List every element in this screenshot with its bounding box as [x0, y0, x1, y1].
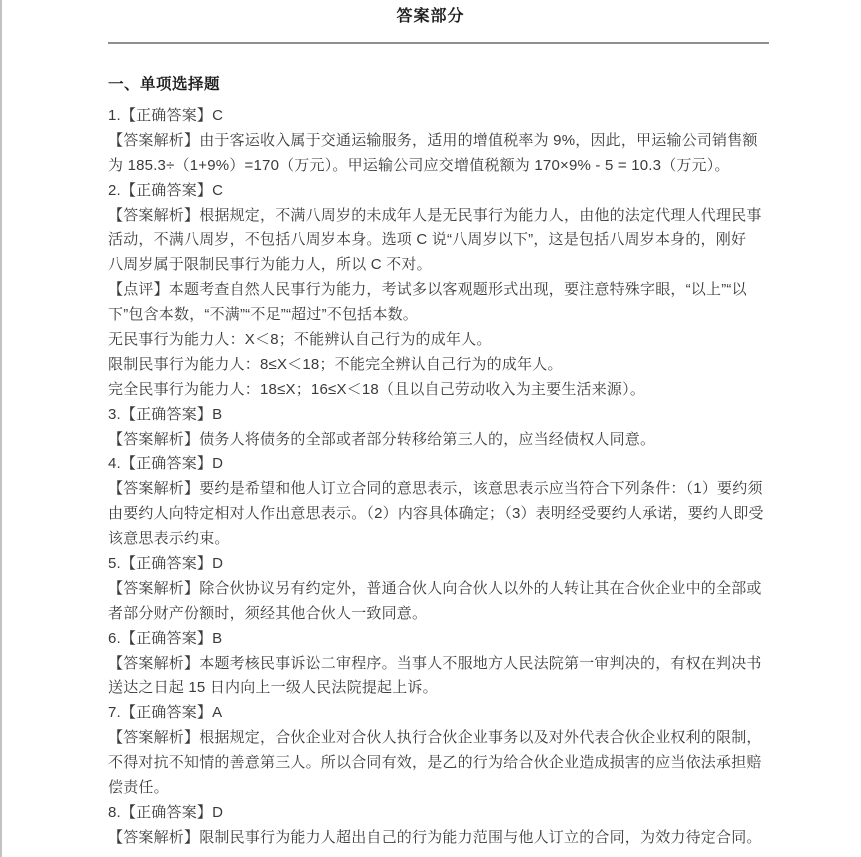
- question-block-1: [108, 104, 808, 179]
- text-line: 【答案解析】由于客运收入属于交通运输服务，适用的增值税率为 9%，因此，甲运输公司销售额: [108, 131, 758, 149]
- question-block-8: [108, 801, 808, 851]
- text-line: 该意思表示约束。: [108, 530, 230, 548]
- text-line: 无民事行为能力人：X＜8；不能辨认自己行为的成年人。: [108, 331, 492, 349]
- text-line: 3.【正确答案】B: [108, 405, 223, 423]
- question-block-3: [108, 403, 808, 453]
- text-line: 【答案解析】要约是希望和他人订立合同的意思表示，该意思表示应当符合下列条件：（1）要约须: [108, 480, 763, 498]
- text-line: 6.【正确答案】B: [108, 629, 223, 647]
- section-heading-single-choice: 一、单项选择题: [108, 76, 221, 93]
- text-line: 【答案解析】除合伙协议另有约定外，普通合伙人向合伙人以外的人转让其在合伙企业中的全部或: [108, 579, 762, 597]
- text-line: 【答案解析】限制民事行为能力人超出自己的行为能力范围与他人订立的合同，为效力待定合同。: [108, 828, 762, 846]
- text-line: 不得对抗不知情的善意第三人。所以合同有效，是乙的行为给合伙企业造成损害的应当依法承担赔: [108, 754, 762, 772]
- text-line: 为 185.3÷（1+9%）=170（万元）。甲运输公司应交增值税额为 170×9% - 5 = 10.3（万元）。: [108, 156, 730, 174]
- text-line: 8.【正确答案】D: [108, 803, 224, 821]
- text-line: 【答案解析】根据规定，不满八周岁的未成年人是无民事行为能力人，由他的法定代理人代理民事: [108, 206, 762, 224]
- text-line: 4.【正确答案】D: [108, 455, 224, 473]
- question-block-2: [108, 179, 808, 403]
- text-line: 送达之日起 15 日内向上一级人民法院提起上诉。: [108, 679, 438, 697]
- text-line: 八周岁属于限制民事行为能力人，所以 C 不对。: [108, 256, 432, 274]
- text-line: 下”包含本数，“不满”“不足”“超过”不包括本数。: [108, 306, 418, 324]
- question-block-5: [108, 552, 808, 627]
- answers-content: [108, 104, 808, 851]
- page-left-edge: [0, 0, 2, 857]
- question-block-7: [108, 701, 808, 801]
- question-block-6: [108, 627, 808, 702]
- text-line: 活动，不满八周岁，不包括八周岁本身。选项 C 说“八周岁以下”，这是包括八周岁本身的，刚好: [108, 231, 747, 249]
- title-divider-rule: [108, 42, 769, 44]
- text-line: 限制民事行为能力人：8≤X＜18；不能完全辨认自己行为的成年人。: [108, 355, 563, 373]
- question-block-4: [108, 452, 808, 552]
- text-line: 者部分财产份额时，须经其他合伙人一致同意。: [108, 604, 428, 622]
- text-line: 偿责任。: [108, 779, 169, 797]
- text-line: 完全民事行为能力人：18≤X；16≤X＜18（且以自己劳动收入为主要生活来源）。: [108, 380, 646, 398]
- text-line: 【答案解析】本题考核民事诉讼二审程序。当事人不服地方人民法院第一审判决的，有权在判决书: [108, 654, 762, 672]
- text-line: 1.【正确答案】C: [108, 107, 224, 124]
- text-line: 【答案解析】根据规定，合伙企业对合伙人执行合伙企业事务以及对外代表合伙企业权利的限制，: [108, 729, 762, 747]
- text-line: 【点评】本题考查自然人民事行为能力，考试多以客观题形式出现，要注意特殊字眼，“以上”“以: [108, 281, 747, 299]
- document-title: 答案部分: [396, 8, 465, 25]
- text-line: 7.【正确答案】A: [108, 704, 223, 722]
- text-line: 2.【正确答案】C: [108, 181, 224, 199]
- text-line: 5.【正确答案】D: [108, 555, 224, 573]
- text-line: 由要约人向特定相对人作出意思表示。（2）内容具体确定；（3）表明经受要约人承诺，要约人即受: [108, 505, 764, 523]
- text-line: 【答案解析】债务人将债务的全部或者部分转移给第三人的，应当经债权人同意。: [108, 430, 656, 448]
